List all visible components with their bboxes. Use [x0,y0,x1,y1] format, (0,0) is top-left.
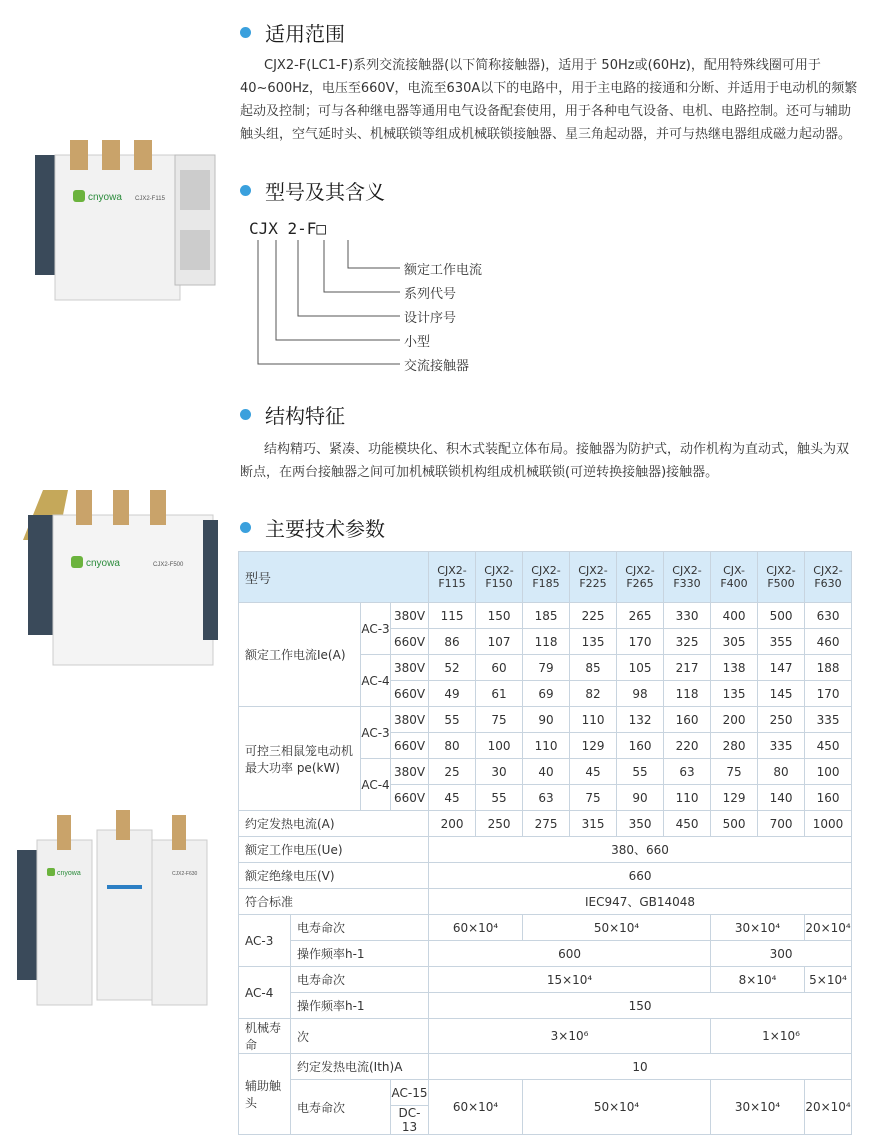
value-cell: 135 [711,681,758,707]
value-cell: 40 [523,759,570,785]
row-label-power [239,707,361,811]
value-cell: 185 [523,603,570,629]
scope-paragraph: CJX2-F(LC1-F)系列交流接触器(以下简称接触器)，适用于 50Hz或(60Hz)，配用特殊线圈可用于40~600Hz，电压至660V，电流至630A以下的电路中，用于主电路的接通和分断、并适用于电动机的频繁起动及控制；可与各种继电器等通用电气设备配套使用，用于各种电气设备、电机、电路控制。还可与辅助触头组，空气延时头、机械联锁等组成机械联锁接触器、星三角起动器，并可与热继电器组成磁力起动器。 [240,58,858,142]
value-cell: 129 [711,785,758,811]
value-cell: 85 [570,655,617,681]
photo-model-1: CJX2-F115 [135,196,165,202]
value-cell: 63 [523,785,570,811]
brand-logo-3: cnyowa [57,870,81,877]
photo-model-2: CJX2-F500 [153,562,184,568]
model-header: CJX2-F500 [758,552,805,603]
value-cell: 450 [664,811,711,837]
voltage-label: 380V [391,707,429,733]
brand-logo-2: cnyowa [86,558,120,569]
value-cell: 700 [758,811,805,837]
row-label-current: 额定工作电流Ie(A) [239,603,361,707]
section-title-scope: 适用范围 [240,18,345,47]
value-cell: 3×10⁶ [429,1019,711,1054]
row-label-life: 电寿命次 [291,967,429,993]
table-row [239,603,852,629]
value-cell: 50×10⁴ [523,915,711,941]
value-cell: 55 [476,785,523,811]
table-row [239,707,852,733]
value-cell: 280 [711,733,758,759]
value-cell: 30×10⁴ [711,1080,805,1135]
value-cell: 315 [570,811,617,837]
contactor-photo-2 [18,480,223,675]
voltage-label: 380V [391,759,429,785]
row-label-heat: 约定发热电流(A) [239,811,429,837]
value-cell: 55 [617,759,664,785]
value-cell: 1×10⁶ [711,1019,852,1054]
model-header: CJX2-F265 [617,552,664,603]
value-cell: 75 [570,785,617,811]
voltage-label: 660V [391,733,429,759]
model-item-design: 设计序号 [404,311,457,326]
value-cell: 160 [617,733,664,759]
row-label-insulation: 额定绝缘电压(V) [239,863,429,889]
value-cell: 170 [617,629,664,655]
value-cell: 20×10⁴ [805,1080,852,1135]
value-cell: 30 [476,759,523,785]
table-row [239,811,852,837]
voltage-label: 660V [391,785,429,811]
value-cell: 60×10⁴ [429,915,523,941]
value-cell: 79 [523,655,570,681]
value-cell: 380、660 [429,837,852,863]
value-cell: 110 [570,707,617,733]
section-title-tech: 主要技术参数 [240,513,385,542]
row-label-freq: 操作频率h-1 [291,941,429,967]
value-cell: 82 [570,681,617,707]
value-cell: 325 [664,629,711,655]
model-item-current: 额定工作电流 [404,263,483,278]
value-cell: 8×10⁴ [711,967,805,993]
value-cell: 63 [664,759,711,785]
value-cell: IEC947、GB14048 [429,889,852,915]
value-cell: 75 [476,707,523,733]
value-cell: 305 [711,629,758,655]
value-cell: 250 [476,811,523,837]
table-row [239,889,852,915]
bullet-dot-icon [240,522,251,533]
brand-logo-1: cnyowa [88,192,122,203]
value-cell: 200 [429,811,476,837]
value-cell: 217 [664,655,711,681]
power-label-line2: 最大功率 pe(kW) [245,760,340,775]
value-cell: 660 [429,863,852,889]
value-cell: 400 [711,603,758,629]
value-cell: 20×10⁴ [805,915,852,941]
section-title-model: 型号及其含义 [240,176,385,205]
voltage-label: 660V [391,681,429,707]
value-cell: 630 [805,603,852,629]
value-cell: 98 [617,681,664,707]
voltage-label: 380V [391,655,429,681]
value-cell: 100 [805,759,852,785]
bullet-dot-icon [240,27,251,38]
row-label-ue: 额定工作电压(Ue) [239,837,429,863]
value-cell: 200 [711,707,758,733]
value-cell: 115 [429,603,476,629]
table-row [239,993,852,1019]
voltage-label: 660V [391,629,429,655]
value-cell: 170 [805,681,852,707]
value-cell: 138 [711,655,758,681]
voltage-label: 380V [391,603,429,629]
value-cell: 335 [758,733,805,759]
value-cell: 90 [617,785,664,811]
row-label-ac3: AC-3 [239,915,291,967]
model-header: CJX2-F185 [523,552,570,603]
value-cell: 55 [429,707,476,733]
cat-label: DC-13 [391,1106,429,1135]
table-row [239,967,852,993]
value-cell: 105 [617,655,664,681]
value-cell: 15×10⁴ [429,967,711,993]
value-cell: 61 [476,681,523,707]
value-cell: 80 [758,759,805,785]
value-cell: 45 [429,785,476,811]
value-cell: 250 [758,707,805,733]
row-label-life: 电寿命次 [291,915,429,941]
bullet-dot-icon [240,409,251,420]
value-cell: 188 [805,655,852,681]
spec-table [238,551,852,1135]
value-cell: 147 [758,655,805,681]
model-item-ac: 交流接触器 [404,359,470,374]
value-cell: 150 [429,993,852,1019]
value-cell: 132 [617,707,664,733]
table-row [239,1019,852,1054]
value-cell: 129 [570,733,617,759]
table-header-row [239,552,852,603]
table-row [239,837,852,863]
value-cell: 118 [523,629,570,655]
model-header: CJX2-F150 [476,552,523,603]
model-header: CJX2-F630 [805,552,852,603]
value-cell: 5×10⁴ [805,967,852,993]
value-cell: 100 [476,733,523,759]
value-cell: 500 [711,811,758,837]
model-code-diagram [240,238,400,368]
value-cell: 50×10⁴ [523,1080,711,1135]
bullet-dot-icon [240,185,251,196]
cat-label: AC-4 [361,759,391,811]
value-cell: 500 [758,603,805,629]
row-label-mech: 机械寿命 [239,1019,291,1054]
table-row [239,941,852,967]
value-cell: 118 [664,681,711,707]
row-label-times: 次 [291,1019,429,1054]
cat-label: AC-3 [361,707,391,759]
row-label-aux: 辅助触头 [239,1054,291,1135]
value-cell: 160 [664,707,711,733]
contactor-photo-1 [30,135,220,305]
row-label-freq: 操作频率h-1 [291,993,429,1019]
value-cell: 69 [523,681,570,707]
model-header: CJX2-F225 [570,552,617,603]
value-cell: 225 [570,603,617,629]
value-cell: 49 [429,681,476,707]
value-cell: 160 [805,785,852,811]
table-row [239,1054,852,1080]
model-header: CJX2-F115 [429,552,476,603]
value-cell: 350 [617,811,664,837]
header-label: 型号 [239,552,429,603]
structure-paragraph: 结构精巧、紧凑、功能模块化、积木式装配立体布局。接触器为防护式，动作机构为直动式，触头为双断点，在两台接触器之间可加机械联锁机构组成机械联锁(可逆转换接触器)接触器。 [240,442,850,480]
row-label-ac4: AC-4 [239,967,291,1019]
value-cell: 220 [664,733,711,759]
row-label-ith: 约定发热电流(Ith)A [291,1054,429,1080]
row-label-standard: 符合标准 [239,889,429,915]
model-item-small: 小型 [404,335,431,350]
value-cell: 45 [570,759,617,785]
value-cell: 300 [711,941,852,967]
model-code: CJX 2-F□ [249,219,327,238]
value-cell: 265 [617,603,664,629]
table-row [239,1080,852,1106]
model-item-series: 系列代号 [404,287,457,302]
value-cell: 275 [523,811,570,837]
model-header: CJX2-F330 [664,552,711,603]
value-cell: 60 [476,655,523,681]
value-cell: 107 [476,629,523,655]
cat-label: AC-15 [391,1080,429,1106]
value-cell: 10 [429,1054,852,1080]
value-cell: 30×10⁴ [711,915,805,941]
value-cell: 52 [429,655,476,681]
value-cell: 145 [758,681,805,707]
table-row [239,863,852,889]
section-title-structure: 结构特征 [240,400,345,429]
value-cell: 1000 [805,811,852,837]
value-cell: 110 [664,785,711,811]
cat-label: AC-3 [361,603,391,655]
value-cell: 75 [711,759,758,785]
value-cell: 450 [805,733,852,759]
value-cell: 335 [805,707,852,733]
value-cell: 60×10⁴ [429,1080,523,1135]
value-cell: 140 [758,785,805,811]
cat-label: AC-4 [361,655,391,707]
value-cell: 110 [523,733,570,759]
value-cell: 80 [429,733,476,759]
row-label-life: 电寿命次 [291,1080,391,1135]
table-row [239,915,852,941]
value-cell: 150 [476,603,523,629]
value-cell: 135 [570,629,617,655]
value-cell: 86 [429,629,476,655]
model-header: CJX-F400 [711,552,758,603]
value-cell: 25 [429,759,476,785]
value-cell: 355 [758,629,805,655]
value-cell: 460 [805,629,852,655]
contactor-photo-3 [12,810,217,1020]
photo-model-3: CJX2-F630 [172,871,198,877]
value-cell: 90 [523,707,570,733]
value-cell: 330 [664,603,711,629]
value-cell: 600 [429,941,711,967]
power-label-line1: 可控三相鼠笼电动机 [245,743,354,758]
